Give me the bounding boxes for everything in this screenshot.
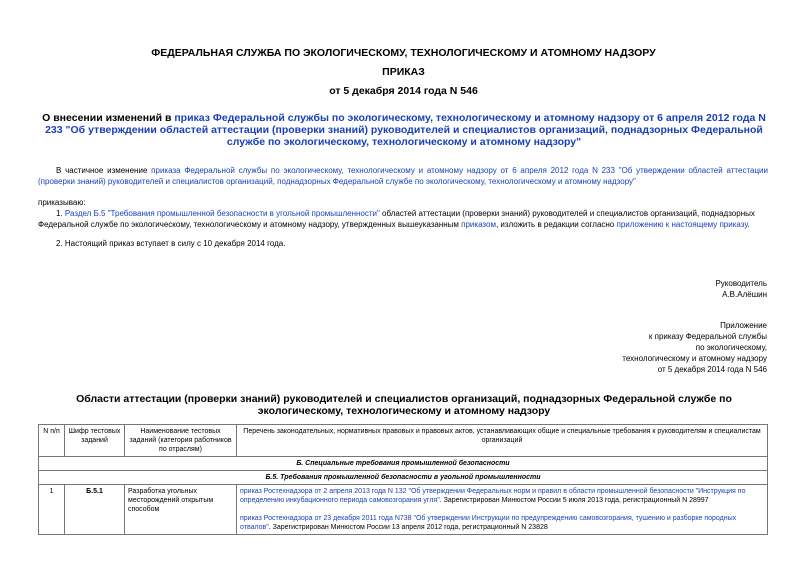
section-b5-link[interactable]: Раздел Б.5 "Требования промышленной безопасности в угольной промышленности" xyxy=(64,209,380,218)
order-heading: ПРИКАЗ xyxy=(382,66,425,78)
areas-table xyxy=(38,424,768,535)
row-name: Разработка угольных месторождений открытым способом xyxy=(125,485,237,535)
title-order-link[interactable]: приказ Федеральной службы по экологическому, технологическому и атомному надзору от 6 апреля 2012 года N 233 "Об утверждении областей аттестации (проверки знаний) руководителей и специалистов организаций, поднадзорных Федеральной службе по экологическому, технологическому и атомному надзору" xyxy=(45,112,766,148)
ref-1-text: . Зарегистрирован Минюстом России 5 июля 2013 года, регистрационный N 28997 xyxy=(439,497,709,504)
signature-block xyxy=(715,278,767,300)
appendix-line-5: от 5 декабря 2014 года N 546 xyxy=(657,365,767,374)
document-title xyxy=(36,112,772,148)
agency-name: ФЕДЕРАЛЬНАЯ СЛУЖБА ПО ЭКОЛОГИЧЕСКОМУ, ТЕХНОЛОГИЧЕСКОМУ И АТОМНОМУ НАДЗОРУ xyxy=(151,47,656,59)
section-b: Б. Специальные требования промышленной безопасности xyxy=(39,457,768,471)
header-code: Шифр тестовых заданий xyxy=(65,425,125,457)
item-1-text-2: , изложить в редакции согласно xyxy=(495,220,617,229)
table-row xyxy=(39,485,768,535)
appendix-line-3: по экологическому, xyxy=(695,343,767,352)
appendix-line-4: технологическому и атомному надзору xyxy=(622,354,767,363)
section-row xyxy=(39,457,768,471)
item-1-paragraph xyxy=(38,208,768,230)
ref-2-text: . Зарегистрирован Минюстом России 13 апреля 2012 года, регистрационный N 23828 xyxy=(268,524,548,531)
appendix-link[interactable]: приложению к настоящему приказу xyxy=(616,220,748,229)
areas-title: Области аттестации (проверки знаний) руководителей и специалистов организаций, поднадзорных Федеральной службе по экологическому, технологическому и атомному надзору xyxy=(76,393,732,417)
header-list: Перечень законодательных, нормативных правовых и правовых актов, устанавливающих общие и специальные требования к руководителям и специалистам организаций xyxy=(237,425,768,457)
item-1-number: 1. xyxy=(56,209,65,218)
orders-word: приказываю: xyxy=(38,198,86,207)
title-prefix: О внесении изменений в xyxy=(42,112,175,124)
ref-1-link[interactable]: приказ Ростехнадзора от 2 апреля 2013 года N 132 "Об утверждении Федеральных норм и правил в области промышленной безопасности "Инструкция по определению инкубационного периода самовозгорания угля" xyxy=(240,488,746,504)
appendix-block xyxy=(622,320,767,375)
table-header-row xyxy=(39,425,768,457)
item-2-paragraph: 2. Настоящий приказ вступает в силу с 10 декабря 2014 года. xyxy=(56,239,286,248)
row-code: Б.5.1 xyxy=(65,485,125,535)
item-1-end: . xyxy=(747,220,750,229)
ref-2-link[interactable]: приказ Ростехнадзора от 23 декабря 2011 года N738 "Об утверждении Инструкции по предупреждению самовозгорания, тушению и разборке породных отвалов" xyxy=(240,515,737,531)
appendix-line-2: к приказу Федеральной службы xyxy=(648,332,767,341)
section-b5: Б.5. Требования промышленной безопасности в угольной промышленности xyxy=(39,471,768,485)
signer-role: Руководитель xyxy=(715,279,767,288)
row-num: 1 xyxy=(39,485,65,535)
ref-2 xyxy=(240,514,764,532)
intro-order-link[interactable]: приказа Федеральной службы по экологическому, технологическому и атомному надзору от 6 апреля 2012 года N 233 "Об утверждении областей аттестации (проверки знаний) руководителей и специалистов организаций, поднадзорных Федеральной службе по экологическому, технологическому и атомному надзору" xyxy=(38,166,768,186)
order-link[interactable]: приказом xyxy=(461,220,496,229)
ref-1 xyxy=(240,487,764,505)
intro-paragraph xyxy=(38,165,768,187)
section-row xyxy=(39,471,768,485)
intro-prefix: В частичное изменение xyxy=(56,166,152,175)
row-refs xyxy=(237,485,768,535)
appendix-line-1: Приложение xyxy=(720,321,767,330)
item-1-text: областей аттестации (проверки знаний) руководителей и специалистов организаций, поднадзорных Федеральной службе по экологическому, технологическому и атомному надзору, утвержденных вышеуказанным xyxy=(38,209,755,229)
signer-name: А.В.Алёшин xyxy=(722,290,767,299)
header-num: N п/п xyxy=(39,425,65,457)
order-date: от 5 декабря 2014 года N 546 xyxy=(329,85,478,97)
header-name: Наименование тестовых заданий (категория работников по отраслям) xyxy=(125,425,237,457)
